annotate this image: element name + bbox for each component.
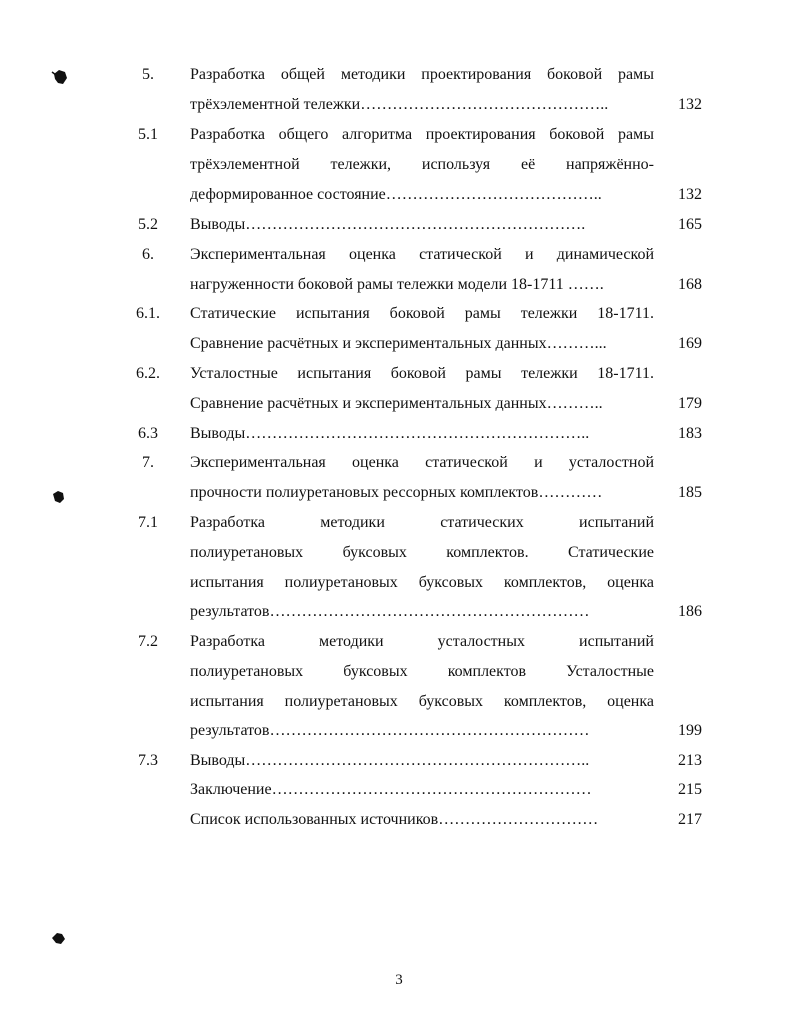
- toc-entry-text: Список использованных источников…………………………: [190, 811, 599, 828]
- toc-entry-number: 7.2: [138, 633, 158, 650]
- toc-entry-text: полиуретановых буксовых комплектов Усталостные: [190, 663, 654, 680]
- toc-entry-text: полиуретановых буксовых комплектов. Статические: [190, 544, 654, 561]
- toc-row: [0, 478, 798, 508]
- toc-entry-text: Разработка общего алгоритма проектирования боковой рамы: [190, 126, 654, 143]
- toc-entry-text: нагруженности боковой рамы тележки модели 18-1711 …….: [190, 276, 604, 293]
- toc-entry-text: деформированное состояние…………………………………..: [190, 186, 602, 203]
- toc-row: [0, 120, 798, 150]
- toc-page-number: 183: [678, 425, 702, 442]
- toc-entry-text: испытания полиуретановых буксовых комплектов, оценка: [190, 574, 654, 591]
- toc-row: [0, 746, 798, 776]
- toc-row: [0, 508, 798, 538]
- toc-entry-text: трёхэлементной тележки………………………………………..: [190, 96, 609, 113]
- toc-entry-number: 7.: [142, 454, 154, 471]
- toc-row: [0, 716, 798, 746]
- toc-row: [0, 90, 798, 120]
- toc-page-number: 132: [678, 96, 702, 113]
- toc-row: [0, 270, 798, 300]
- toc-row: [0, 597, 798, 627]
- toc-entry-number: 6.2.: [136, 365, 160, 382]
- toc-page-number: 179: [678, 395, 702, 412]
- toc-row: [0, 419, 798, 449]
- toc-entry-text: Заключение……………………………………………………: [190, 781, 592, 798]
- toc-page-number: 169: [678, 335, 702, 352]
- toc-row: [0, 448, 798, 478]
- toc-entry-number: 6.1.: [136, 305, 160, 322]
- toc-entry-text: Усталостные испытания боковой рамы тележки 18-1711.: [190, 365, 654, 382]
- toc-page-number: 132: [678, 186, 702, 203]
- toc-entry-number: 6.3: [138, 425, 158, 442]
- toc-row: [0, 389, 798, 419]
- toc-entry-text: Экспериментальная оценка статической и динамической: [190, 246, 654, 263]
- toc-entry-number: 5.: [142, 66, 154, 83]
- toc-page-number: 186: [678, 603, 702, 620]
- toc-entry-number: 5.2: [138, 216, 158, 233]
- toc-entry-text: Сравнение расчётных и экспериментальных данных………..: [190, 395, 603, 412]
- punch-mark-middle: [50, 488, 68, 506]
- toc-row: [0, 60, 798, 90]
- toc-page-number: 217: [678, 811, 702, 828]
- toc-entry-text: Разработка методики статических испытаний: [190, 514, 654, 531]
- toc-page-number: 168: [678, 276, 702, 293]
- toc-row: [0, 299, 798, 329]
- toc-entry-text: Выводы………………………………………………………..: [190, 425, 590, 442]
- toc-entry-number: 7.1: [138, 514, 158, 531]
- punch-mark-bottom: [50, 930, 68, 948]
- toc-row: [0, 568, 798, 598]
- page-number: 3: [395, 972, 403, 988]
- toc-entry-number: 5.1: [138, 126, 158, 143]
- punch-mark-top: [50, 68, 70, 88]
- toc-row: [0, 775, 798, 805]
- toc-entry-text: Выводы……………………………………………………….: [190, 216, 586, 233]
- toc-entry-text: результатов……………………………………………………: [190, 603, 590, 620]
- toc-page-number: 165: [678, 216, 702, 233]
- toc-row: [0, 359, 798, 389]
- toc-page-number: 215: [678, 781, 702, 798]
- toc-row: [0, 805, 798, 835]
- toc-row: [0, 150, 798, 180]
- toc-row: [0, 240, 798, 270]
- toc-row: [0, 627, 798, 657]
- toc-entry-text: результатов……………………………………………………: [190, 722, 590, 739]
- toc-page-number: 199: [678, 722, 702, 739]
- toc-row: [0, 657, 798, 687]
- toc-entry-text: Сравнение расчётных и экспериментальных данных………...: [190, 335, 607, 352]
- toc-entry-text: Разработка методики усталостных испытаний: [190, 633, 654, 650]
- toc-row: [0, 210, 798, 240]
- toc-entry-text: прочности полиуретановых рессорных комплектов…………: [190, 484, 603, 501]
- toc-row: [0, 538, 798, 568]
- toc-row: [0, 180, 798, 210]
- toc-row: [0, 329, 798, 359]
- toc-entry-text: Экспериментальная оценка статической и усталостной: [190, 454, 654, 471]
- toc-entry-text: Статические испытания боковой рамы тележки 18-1711.: [190, 305, 654, 322]
- toc-entry-text: Разработка общей методики проектирования боковой рамы: [190, 66, 654, 83]
- toc-entry-text: трёхэлементной тележки, используя её напряжённо-: [190, 156, 654, 173]
- toc-entry-number: 7.3: [138, 752, 158, 769]
- toc-page-number: 185: [678, 484, 702, 501]
- toc-page-number: 213: [678, 752, 702, 769]
- toc-entry-text: Выводы………………………………………………………..: [190, 752, 590, 769]
- toc-entry-text: испытания полиуретановых буксовых комплектов, оценка: [190, 693, 654, 710]
- toc-entry-number: 6.: [142, 246, 154, 263]
- toc-row: [0, 687, 798, 717]
